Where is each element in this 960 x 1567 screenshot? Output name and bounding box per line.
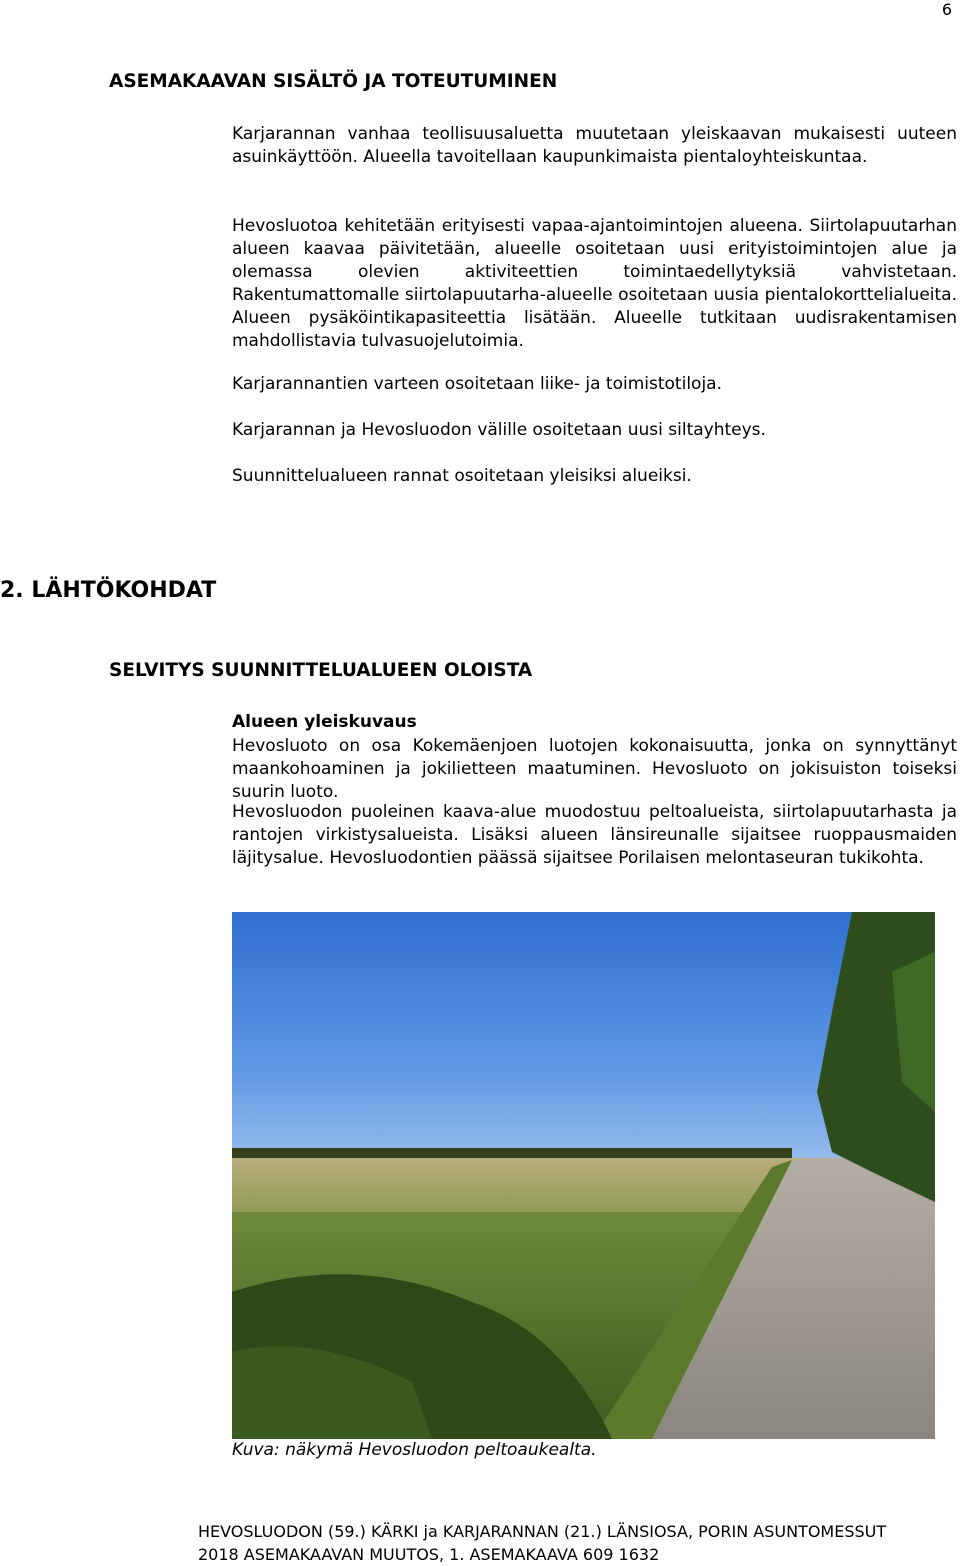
section-heading: ASEMAKAAVAN SISÄLTÖ JA TOTEUTUMINEN <box>109 71 558 92</box>
paragraph: Karjarannan ja Hevosluodon välille osoitetaan uusi siltayhteys. <box>232 420 766 440</box>
field-landscape-photo <box>232 912 935 1439</box>
paragraph: Karjarannan vanhaa teollisuusaluetta muutetaan yleiskaavan mukaisesti uuteen asuinkäyttöön. Alueella tavoitellaan kaupunkimaista pientaloyhteiskuntaa. <box>232 124 957 167</box>
footer-line-2: 2018 ASEMAKAAVAN MUUTOS, 1. ASEMAKAAVA 609 1632 <box>198 1545 660 1564</box>
page-number: 6 <box>941 0 952 19</box>
chapter-heading: 2. LÄHTÖKOHDAT <box>0 578 217 603</box>
subsection-heading: SELVITYS SUUNNITTELUALUEEN OLOISTA <box>109 660 533 681</box>
paragraph: Hevosluotoa kehitetään erityisesti vapaa-ajantoimintojen alueena. Siirtolapuutarhan alueen kaavaa päivitetään, alueelle osoitetaan uusi erityistoimintojen alue ja olemassa olevien aktiviteettien toimintaedellytyksiä vahvistetaan. Rakentumattomalle siirtolapuutarha-alueelle osoitetaan uusia pientalokorttelialueita. Alueen pysäköintikapasiteettia lisätään. Alueelle tutkitaan uudisrakentamisen mahdollistavia tulvasuojelutoimia. <box>232 216 957 351</box>
general-description-heading: Alueen yleiskuvaus <box>232 712 417 732</box>
paragraph: Suunnittelualueen rannat osoitetaan yleisiksi alueiksi. <box>232 466 692 486</box>
paragraph: Hevosluoto on osa Kokemäenjoen luotojen kokonaisuutta, jonka on synnyttänyt maankohoaminen ja jokilietteen maatuminen. Hevosluoto on jokisuiston toiseksi suurin luoto. <box>232 736 957 802</box>
paragraph: Hevosluodon puoleinen kaava-alue muodostuu peltoalueista, siirtolapuutarhasta ja rantojen virkistysalueista. Lisäksi alueen länsireunalle sijaitsee ruoppausmaiden läjitysalue. Hevosluodontien päässä sijaitsee Porilaisen melontaseuran tukikohta. <box>232 802 957 868</box>
footer-line-1: HEVOSLUODON (59.) KÄRKI ja KARJARANNAN (21.) LÄNSIOSA, PORIN ASUNTOMESSUT <box>198 1522 887 1541</box>
photo-caption: Kuva: näkymä Hevosluodon peltoaukealta. <box>232 1440 597 1460</box>
paragraph: Karjarannantien varteen osoitetaan liike- ja toimistotiloja. <box>232 374 722 394</box>
